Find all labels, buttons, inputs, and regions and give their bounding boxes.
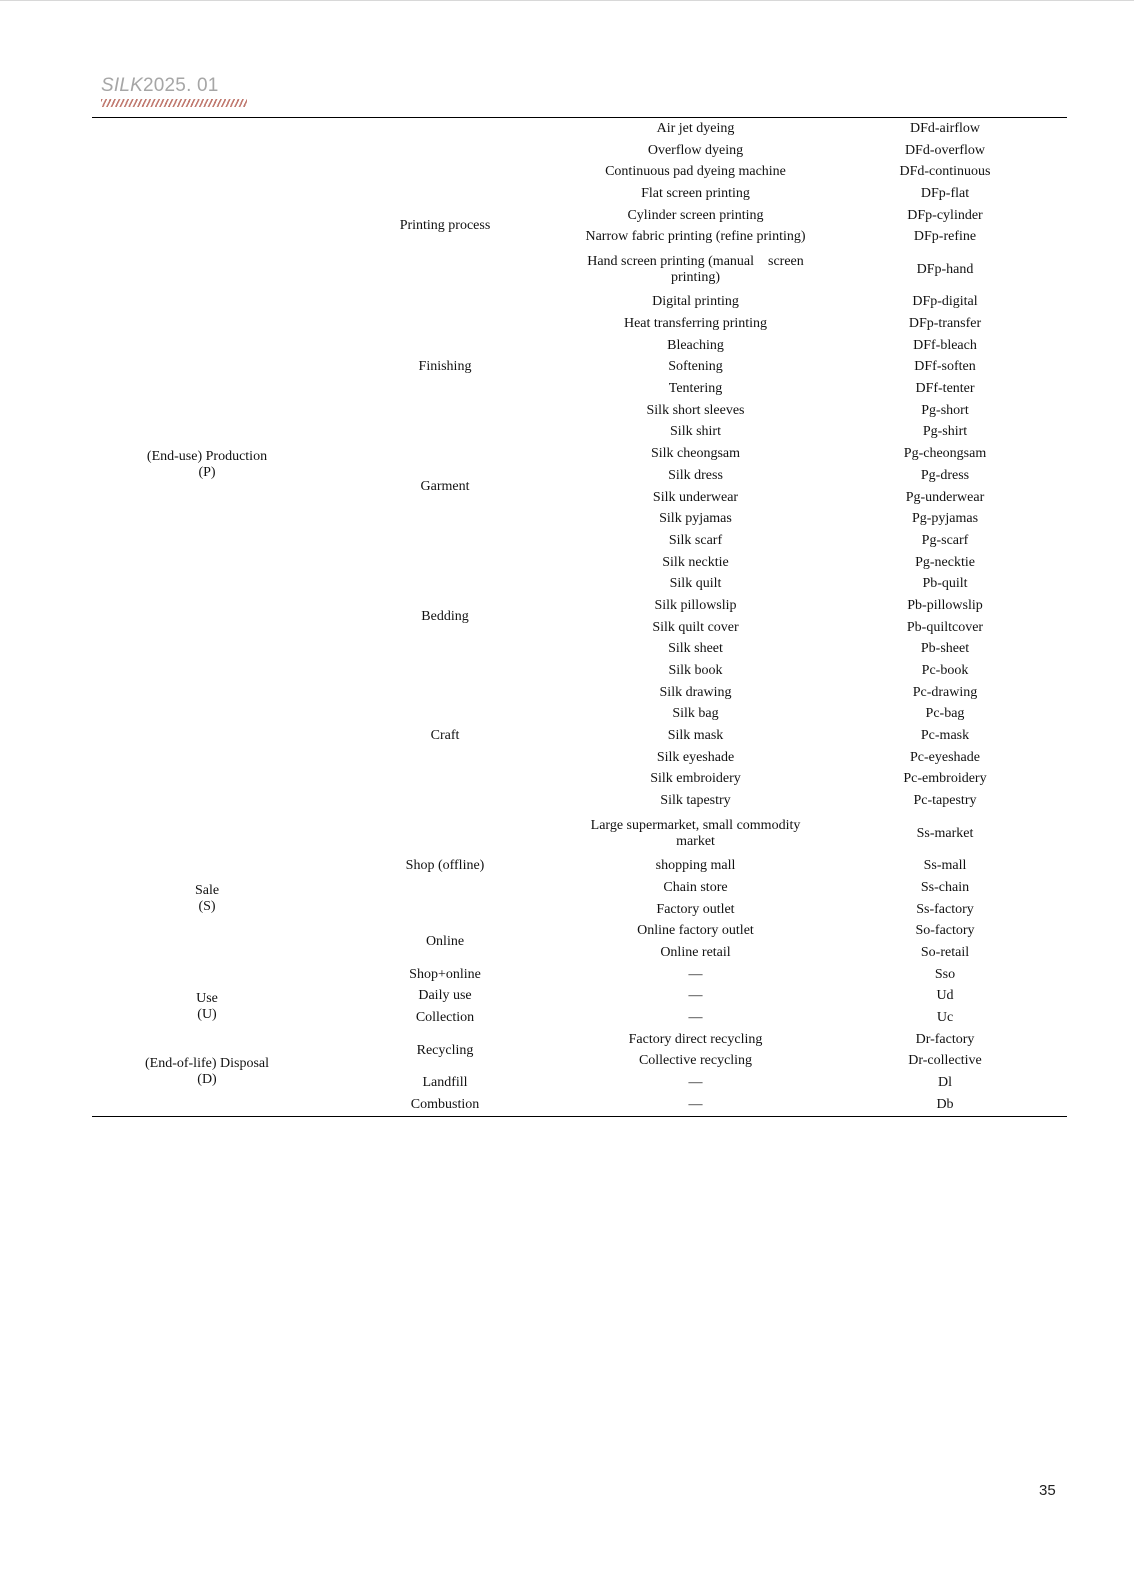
code-cell: DFd-airflow: [910, 120, 980, 136]
stage-code: (S): [198, 898, 216, 914]
item-cell: Continuous pad dyeing machine: [605, 164, 786, 180]
group-cell: Printing process: [399, 218, 491, 234]
journal-issue: 2025. 01: [143, 75, 219, 96]
item-cell: Silk sheet: [668, 641, 723, 657]
stage-name: Use: [196, 991, 218, 1007]
item-cell: shopping mall: [655, 858, 736, 874]
code-cell: Pg-shirt: [922, 424, 968, 440]
code-cell: Dr-factory: [915, 1031, 975, 1047]
code-cell: Pg-short: [921, 402, 969, 418]
code-cell: DFf-bleach: [913, 337, 977, 353]
code-cell: Pc-book: [921, 663, 969, 679]
journal-header: [101, 76, 247, 107]
code-cell: Pc-eyeshade: [910, 749, 980, 765]
code-cell: DFf-soften: [914, 359, 976, 375]
stage-cell: [92, 986, 322, 1029]
stage-name: (End-use) Production: [146, 449, 268, 464]
code-cell: Pb-pillowslip: [907, 597, 983, 613]
item-cell: Bleaching: [667, 337, 724, 353]
item-cell: Collective recycling: [638, 1053, 753, 1069]
table-bottom-rule: [92, 1116, 1067, 1117]
group-cell: Combustion: [410, 1096, 480, 1112]
code-cell: Pb-quiltcover: [906, 619, 984, 635]
item-cell: Silk drawing: [659, 684, 732, 700]
group-cell: Online: [425, 934, 465, 950]
code-cell: Sso: [934, 966, 956, 982]
table-row: [92, 1029, 1067, 1051]
item-cell: Flat screen printing: [641, 185, 750, 201]
code-cell: Pc-drawing: [912, 684, 978, 700]
group-cell: Collection: [415, 1010, 475, 1026]
stage-code: (U): [197, 1007, 217, 1023]
code-cell: DFp-hand: [916, 261, 974, 277]
item-cell: —: [688, 1010, 703, 1026]
item-cell: —: [688, 966, 703, 982]
page-number: 35: [1039, 1482, 1056, 1499]
item-cell: —: [688, 988, 703, 1004]
item-cell: Tentering: [668, 381, 723, 397]
code-cell: Ss-mall: [923, 858, 967, 874]
group-cell: Daily use: [418, 988, 472, 1004]
item-cell: Silk scarf: [668, 532, 723, 548]
table-row: [92, 118, 1067, 140]
item-cell: Softening: [668, 359, 723, 375]
item-cell: Silk bag: [672, 706, 719, 722]
item-cell: Digital printing: [652, 294, 739, 310]
item-cell: Large supermarket, small commodity market: [590, 817, 801, 849]
stage-code: (D): [197, 1072, 217, 1088]
item-cell: Silk cheongsam: [650, 446, 741, 462]
item-cell: Silk short sleeves: [646, 402, 745, 418]
code-cell: Pc-tapestry: [913, 793, 977, 809]
item-cell: Silk dress: [668, 467, 723, 483]
code-cell: Dl: [938, 1075, 952, 1091]
group-cell: Garment: [420, 478, 470, 494]
stage-code: (P): [198, 465, 216, 480]
code-cell: Pg-cheongsam: [903, 446, 987, 462]
code-cell: Pb-sheet: [920, 641, 970, 657]
code-cell: Pg-pyjamas: [911, 511, 979, 527]
code-cell: Db: [936, 1096, 954, 1112]
code-cell: DFd-continuous: [899, 164, 991, 180]
group-cell: Recycling: [416, 1042, 474, 1058]
stage-name: Sale: [194, 882, 220, 898]
code-cell: Pc-mask: [920, 728, 970, 744]
code-cell: Pg-underwear: [905, 489, 985, 505]
item-cell: —: [688, 1096, 703, 1112]
item-cell: Factory outlet: [656, 901, 735, 917]
item-cell: Silk necktie: [662, 554, 729, 570]
code-cell: Ss-factory: [916, 901, 974, 917]
top-divider: [0, 0, 1134, 1]
item-cell: Silk book: [668, 663, 723, 679]
table-row: [92, 812, 1067, 855]
group-cell: Craft: [430, 728, 460, 744]
code-cell: Pc-embroidery: [903, 771, 987, 787]
group-cell: Shop (offline): [405, 858, 485, 874]
code-cell: So-factory: [915, 923, 975, 939]
item-cell: Air jet dyeing: [656, 120, 735, 136]
table-row: [92, 986, 1067, 1008]
group-cell: Finishing: [418, 359, 472, 375]
item-cell: Online retail: [660, 945, 731, 960]
item-cell: Chain store: [663, 879, 728, 895]
classification-table: [92, 118, 1067, 1116]
group-cell: Bedding: [421, 608, 469, 624]
code-cell: DFp-transfer: [908, 316, 982, 332]
item-cell: Heat transferring printing: [623, 316, 768, 332]
journal-brand: [101, 76, 247, 96]
group-cell: Landfill: [422, 1075, 468, 1091]
code-cell: DFp-flat: [920, 185, 970, 201]
item-cell: Silk tapestry: [660, 793, 731, 809]
code-cell: DFp-cylinder: [907, 207, 983, 223]
stage-cell: [92, 1029, 322, 1116]
stage-cell: [92, 118, 322, 812]
item-cell: Factory direct recycling: [628, 1031, 763, 1047]
code-cell: Ss-chain: [920, 879, 970, 895]
stage-name: (End-of-life) Disposal: [144, 1056, 270, 1072]
item-cell: Silk mask: [667, 728, 724, 744]
code-cell: Pg-scarf: [921, 532, 969, 548]
item-cell: Silk embroidery: [650, 771, 741, 787]
item-cell: Silk quilt cover: [652, 619, 739, 635]
item-cell: Silk underwear: [652, 489, 739, 505]
code-cell: Uc: [936, 1010, 954, 1026]
code-cell: Pg-necktie: [915, 554, 975, 570]
code-cell: DFd-overflow: [904, 142, 986, 158]
item-cell: Silk pyjamas: [659, 511, 732, 527]
item-cell: —: [688, 1075, 703, 1091]
journal-name: SILK: [101, 75, 143, 96]
item-cell: Silk pillowslip: [654, 597, 737, 613]
code-cell: So-retail: [920, 945, 970, 960]
code-cell: Pc-bag: [925, 706, 965, 722]
code-cell: Ss-market: [916, 825, 974, 841]
item-cell: Overflow dyeing: [647, 142, 744, 158]
item-cell: Narrow fabric printing (refine printing): [585, 229, 806, 245]
item-cell: Online factory outlet: [637, 923, 754, 939]
item-cell: Silk quilt: [669, 576, 722, 592]
item-cell: Hand screen printing (manual screen printing): [587, 253, 804, 285]
code-cell: DFf-tenter: [915, 381, 975, 397]
item-cell: Cylinder screen printing: [627, 207, 764, 223]
item-cell: Silk shirt: [670, 424, 721, 440]
stage-cell: [92, 812, 322, 986]
code-cell: DFp-digital: [912, 294, 978, 310]
header-stripe-decoration: [101, 99, 247, 107]
code-cell: Pb-quilt: [922, 576, 968, 592]
code-cell: DFp-refine: [913, 229, 977, 245]
item-cell: Silk eyeshade: [656, 749, 735, 765]
code-cell: Ud: [936, 988, 954, 1004]
group-cell: Shop+online: [409, 966, 481, 982]
code-cell: Pg-dress: [920, 467, 970, 483]
code-cell: Dr-collective: [908, 1053, 982, 1069]
